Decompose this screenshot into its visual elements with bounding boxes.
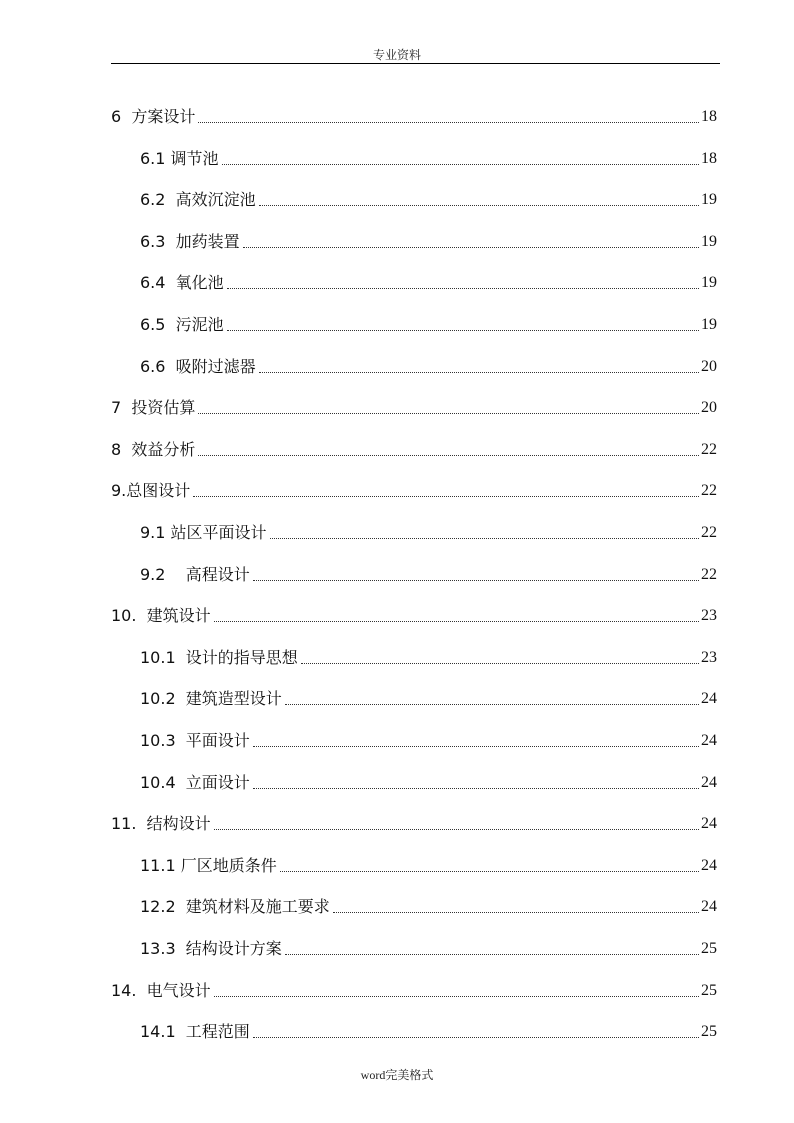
toc-entry[interactable]	[140, 895, 717, 917]
toc-entry-page-number: 23	[701, 648, 717, 666]
toc-leader-dots	[243, 247, 699, 248]
toc-entry[interactable]	[111, 979, 717, 1001]
toc-leader-dots	[222, 164, 699, 165]
toc-entry-label: 6.5 污泥池	[140, 315, 224, 334]
toc-entry-page-number: 25	[701, 1023, 717, 1041]
toc-entry-page-number: 25	[701, 940, 717, 957]
toc-entry[interactable]	[140, 271, 717, 293]
toc-entry-label: 6.3 加药装置	[140, 231, 240, 251]
toc-entry-label: 12.2 建筑材料及施工要求	[140, 897, 330, 917]
toc-leader-dots	[285, 704, 699, 705]
toc-entry[interactable]	[140, 313, 717, 335]
toc-leader-dots	[193, 496, 699, 497]
toc-entry[interactable]	[111, 604, 717, 626]
toc-entry-page-number: 24	[701, 732, 717, 749]
toc-entry-label: 6.4 氧化池	[140, 273, 224, 293]
toc-entry-label: 6.6 吸附过滤器	[140, 356, 256, 376]
toc-entry-label: 14.1 工程范围	[140, 1022, 250, 1042]
toc-entry[interactable]	[140, 771, 717, 793]
toc-entry-page-number: 20	[701, 399, 717, 417]
toc-leader-dots	[198, 455, 699, 456]
toc-entry-label: 9.2 高程设计	[140, 564, 250, 584]
toc-entry[interactable]	[111, 105, 717, 127]
toc-entry[interactable]	[140, 188, 717, 210]
toc-entry[interactable]	[140, 646, 717, 668]
toc-entry[interactable]	[111, 438, 717, 460]
toc-entry-label: 11.1 厂区地质条件	[140, 855, 277, 875]
toc-leader-dots	[253, 746, 699, 747]
page-footer	[0, 1066, 794, 1083]
toc-leader-dots	[198, 122, 699, 123]
toc-entry[interactable]	[111, 812, 717, 834]
toc-entry-label: 11. 结构设计	[111, 814, 211, 834]
toc-entry-label: 7 投资估算	[111, 398, 196, 418]
toc-entry-page-number: 22	[701, 440, 717, 458]
toc-entry-page-number: 23	[701, 607, 717, 625]
toc-entry-page-number: 18	[701, 108, 717, 125]
toc-entry-label: 10. 建筑设计	[111, 606, 211, 626]
toc-leader-dots	[285, 954, 699, 955]
page-header	[0, 46, 794, 63]
toc-entry-page-number: 24	[701, 898, 717, 916]
toc-entry[interactable]	[140, 854, 717, 876]
toc-leader-dots	[253, 1037, 699, 1038]
toc-entry-label: 6.1 调节池	[140, 148, 219, 168]
toc-entry[interactable]	[140, 147, 717, 169]
toc-entry-label: 10.1 设计的指导思想	[140, 647, 298, 667]
toc-entry-label: 13.3 结构设计方案	[140, 939, 282, 958]
toc-leader-dots	[227, 288, 699, 289]
toc-leader-dots	[214, 621, 699, 622]
toc-entry-label: 10.2 建筑造型设计	[140, 689, 282, 709]
toc-entry-label: 14. 电气设计	[111, 980, 211, 1000]
toc-entry-page-number: 24	[701, 690, 717, 708]
toc-entry-label: 6 方案设计	[111, 107, 196, 126]
toc-entry-page-number: 19	[701, 232, 717, 250]
toc-entry-page-number: 19	[701, 316, 717, 333]
toc-entry[interactable]	[140, 563, 717, 585]
toc-entry-label: 9.1 站区平面设计	[140, 523, 267, 542]
toc-leader-dots	[214, 996, 699, 997]
toc-entry-label: 8 效益分析	[111, 439, 196, 459]
toc-leader-dots	[227, 330, 699, 331]
toc-entry-page-number: 22	[701, 565, 717, 583]
footer-text: 完美格式	[385, 1068, 434, 1082]
toc-leader-dots	[301, 663, 699, 664]
toc-entry-page-number: 19	[701, 191, 717, 209]
toc-leader-dots	[214, 829, 699, 830]
toc-leader-dots	[259, 372, 699, 373]
toc-entry-label: 6.2 高效沉淀池	[140, 190, 256, 210]
toc-entry-page-number: 19	[701, 274, 717, 292]
toc-entry-page-number: 24	[701, 856, 717, 874]
footer-latin-text: word	[360, 1068, 386, 1082]
toc-leader-dots	[270, 538, 699, 539]
toc-entry[interactable]	[140, 230, 717, 252]
toc-entry[interactable]	[140, 1020, 717, 1042]
toc-leader-dots	[253, 788, 699, 789]
toc-entry[interactable]	[111, 479, 717, 501]
toc-entry[interactable]	[140, 687, 717, 709]
toc-entry-label: 9.总图设计	[111, 481, 191, 501]
toc-entry[interactable]	[140, 521, 717, 543]
toc-entry-page-number: 25	[701, 981, 717, 999]
toc-leader-dots	[280, 871, 699, 872]
toc-entry[interactable]	[140, 355, 717, 377]
toc-entry-page-number: 24	[701, 815, 717, 833]
toc-entry[interactable]	[111, 396, 717, 418]
toc-leader-dots	[198, 413, 699, 414]
toc-leader-dots	[253, 580, 699, 581]
toc-entry[interactable]	[140, 937, 717, 959]
header-rule	[111, 63, 720, 64]
toc-leader-dots	[333, 912, 699, 913]
toc-entry[interactable]	[140, 729, 717, 751]
toc-entry-page-number: 22	[701, 482, 717, 500]
toc-entry-page-number: 22	[701, 524, 717, 541]
header-text: 专业资料	[372, 48, 421, 62]
toc-entry-page-number: 18	[701, 149, 717, 167]
toc-entry-label: 10.4 立面设计	[140, 772, 250, 792]
toc-entry-page-number: 20	[701, 357, 717, 375]
toc-leader-dots	[259, 205, 699, 206]
toc-entry-label: 10.3 平面设计	[140, 731, 250, 750]
toc-entry-page-number: 24	[701, 773, 717, 791]
